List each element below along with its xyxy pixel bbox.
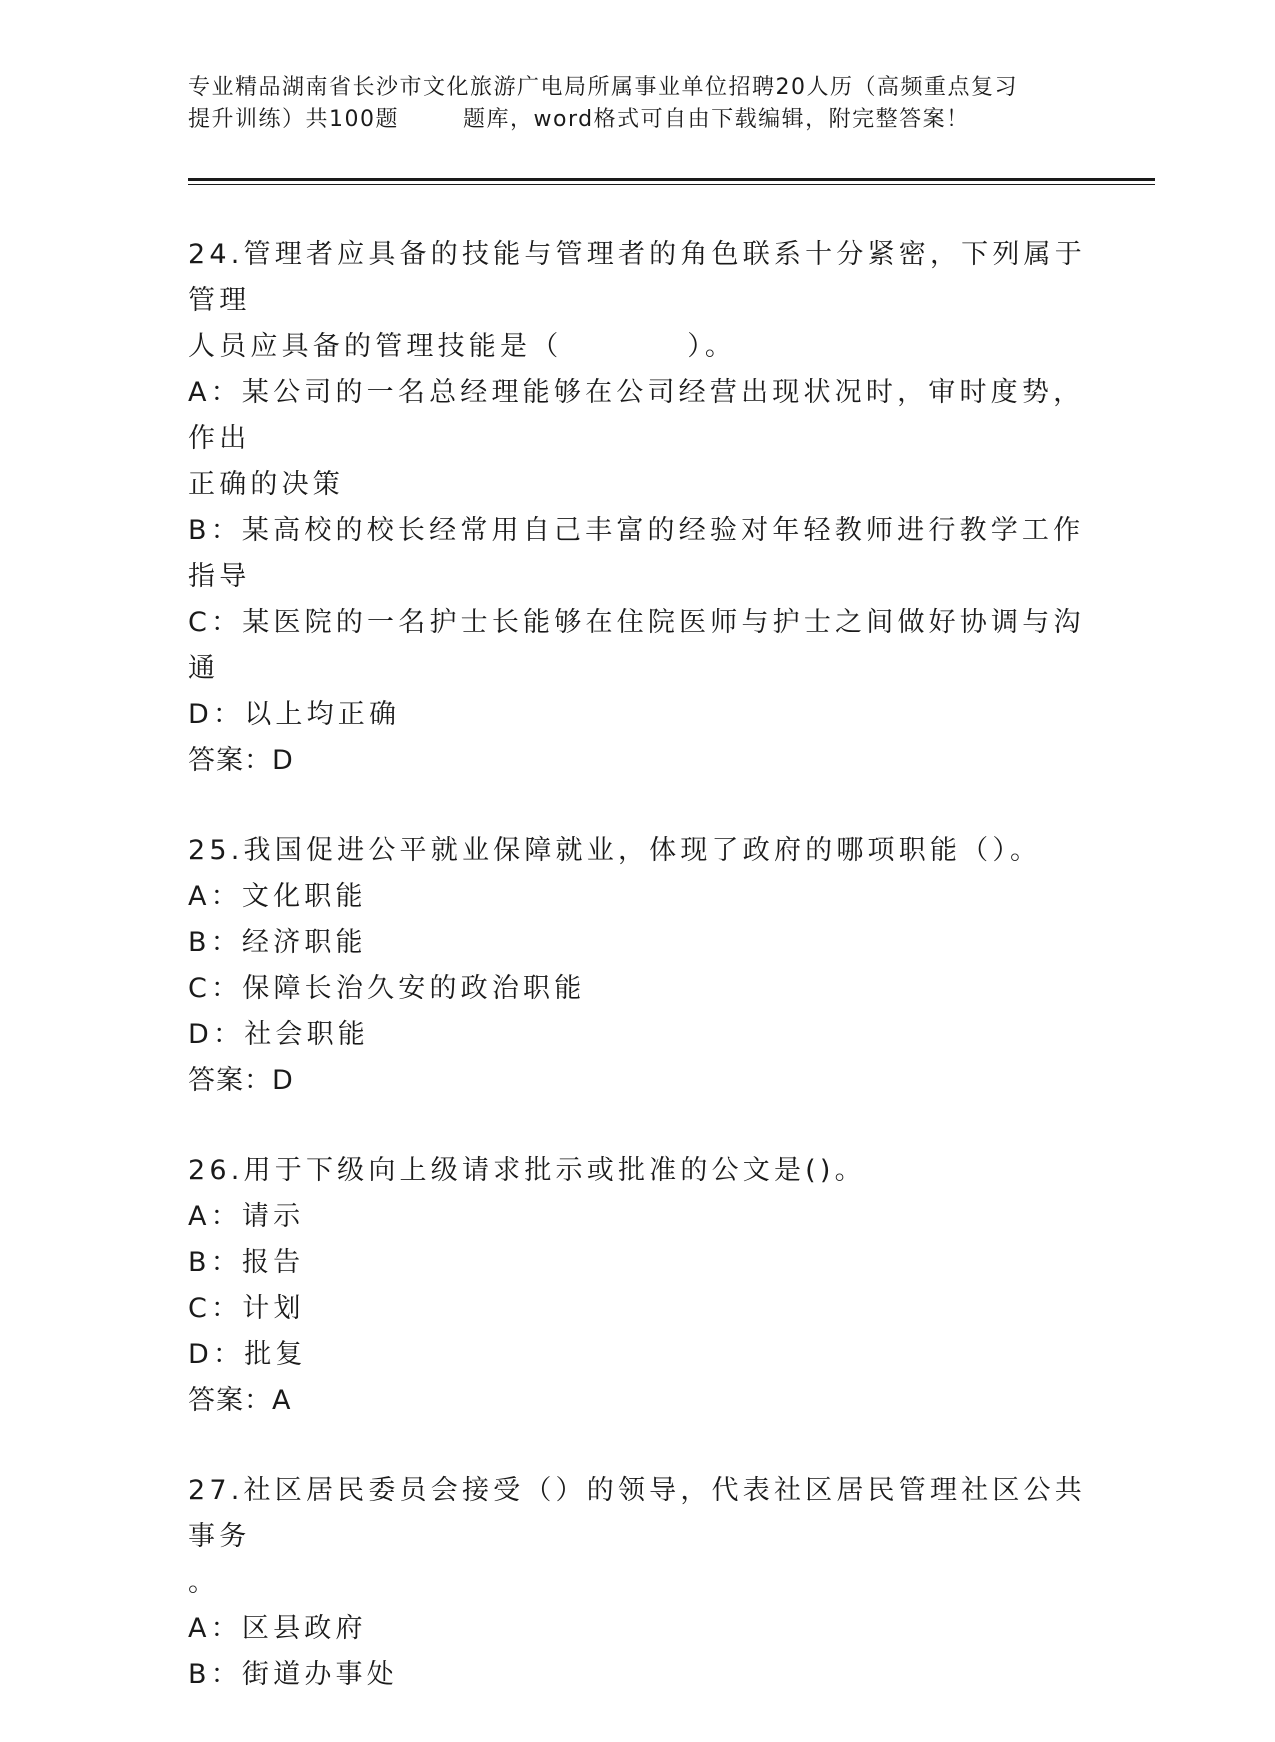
header-title-line-2-part-1: 提升训练）共100题 <box>188 107 399 132</box>
question-stem: 25.我国促进公平就业保障就业，体现了政府的哪项职能（）。 <box>188 835 1042 866</box>
question-24 <box>188 232 1088 784</box>
question-stem: 27.社区居民委员会接受（）的领导，代表社区居民管理社区公共事务 <box>188 1475 1086 1552</box>
question-stem: 26.用于下级向上级请求批示或批准的公文是()。 <box>188 1155 866 1186</box>
option-c: C：某医院的一名护士长能够在住院医师与护士之间做好协调与沟通 <box>188 607 1085 684</box>
option-b: B：街道办事处 <box>188 1659 398 1690</box>
answer-label: 答案：D <box>188 745 294 776</box>
option-d: D：以上均正确 <box>188 699 401 730</box>
option-a-continued: 正确的决策 <box>188 469 344 500</box>
question-26 <box>188 1148 1088 1424</box>
option-b: B：报告 <box>188 1247 305 1278</box>
header-title-line-2 <box>188 104 1088 136</box>
question-stem: 人员应具备的管理技能是（ ）。 <box>188 331 737 362</box>
question-25 <box>188 828 1088 1104</box>
option-d: D：社会职能 <box>188 1019 369 1050</box>
option-a: A：请示 <box>188 1201 305 1232</box>
option-b: B：经济职能 <box>188 927 367 958</box>
question-27 <box>188 1468 1088 1698</box>
question-stem: 24.管理者应具备的技能与管理者的角色联系十分紧密，下列属于管理 <box>188 239 1086 316</box>
option-a: A：某公司的一名总经理能够在公司经营出现状况时，审时度势，作出 <box>188 377 1085 454</box>
document-header <box>188 72 1088 136</box>
header-title-line-2-part-2: 题库，word格式可自由下载编辑，附完整答案！ <box>463 107 970 132</box>
option-c: C：计划 <box>188 1293 305 1324</box>
option-d: D：批复 <box>188 1339 307 1370</box>
answer-label: 答案：D <box>188 1065 294 1096</box>
question-stem: 。 <box>188 1567 220 1598</box>
header-title-line-1: 专业精品湖南省长沙市文化旅游广电局所属事业单位招聘20人历（高频重点复习 <box>188 75 1018 100</box>
answer-label: 答案：A <box>188 1385 292 1416</box>
header-divider-thick <box>188 178 1155 181</box>
question-list <box>188 232 1088 1742</box>
option-a: A：区县政府 <box>188 1613 367 1644</box>
option-b: B：某高校的校长经常用自己丰富的经验对年轻教师进行教学工作指导 <box>188 515 1085 592</box>
option-c: C：保障长治久安的政治职能 <box>188 973 586 1004</box>
header-divider-thin <box>188 184 1155 185</box>
option-a: A：文化职能 <box>188 881 367 912</box>
